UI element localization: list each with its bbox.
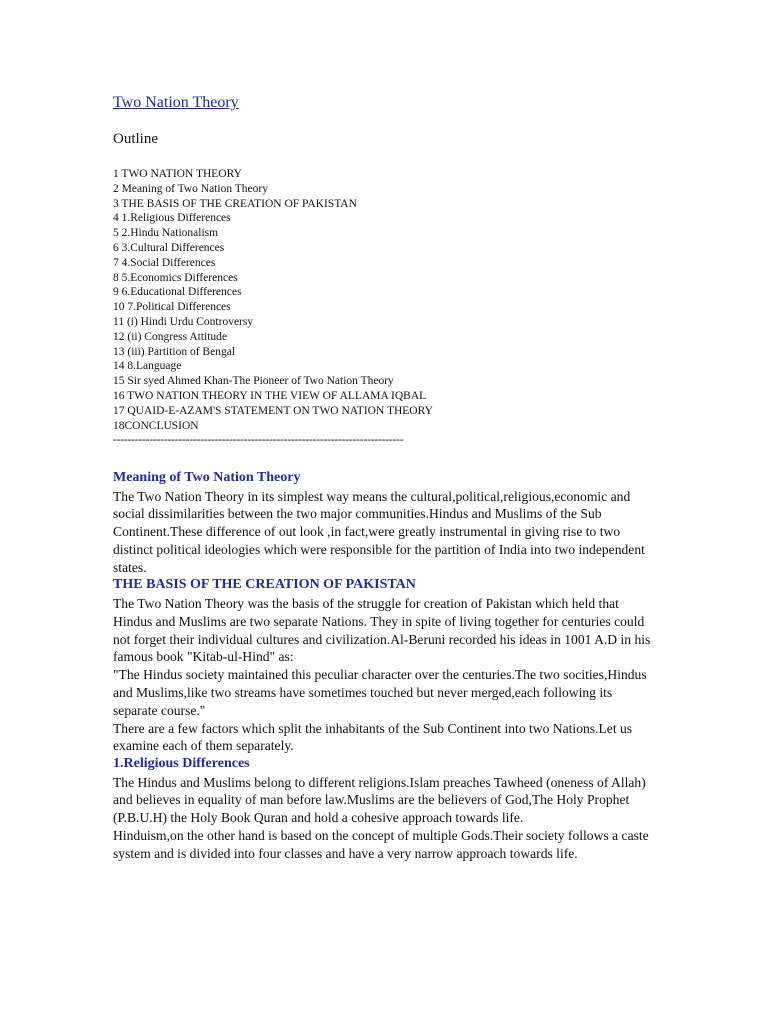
- outline-item: 10 7.Political Differences: [113, 301, 231, 314]
- document-body: [113, 469, 658, 863]
- outline-item: 12 (ii) Congress Attitude: [113, 330, 228, 343]
- outline-item: 14 8.Language: [113, 360, 182, 373]
- outline-item: 3 THE BASIS OF THE CREATION OF PAKISTAN: [113, 197, 357, 210]
- document-title-link[interactable]: Two Nation Theory: [113, 94, 239, 111]
- outline-item: 5 2.Hindu Nationalism: [113, 227, 219, 240]
- outline-item: 2 Meaning of Two Nation Theory: [113, 182, 268, 195]
- outline-item: 1 TWO NATION THEORY: [113, 168, 242, 180]
- outline-list: [113, 167, 433, 433]
- outline-item: 18CONCLUSION: [113, 419, 199, 432]
- outline-item: 15 Sir syed Ahmed Khan-The Pioneer of Two Nation Theory: [113, 375, 394, 388]
- outline-heading: Outline: [113, 131, 158, 147]
- outline-item: 11 (i) Hindi Urdu Controversy: [113, 315, 254, 328]
- paragraph-basis-1: The Two Nation Theory was the basis of the struggle for creation of Pakistan which held that Hindus and Muslims are two separate Nations. They in spite of living together for centuries could not forget their individual cultures and civilization.Al-Beruni recorded his ideas in 1001 A.D in his famous book "Kitab-ul-Hind" as:: [113, 595, 651, 665]
- section-heading-meaning: Meaning of Two Nation Theory: [113, 470, 301, 485]
- outline-item: 16 TWO NATION THEORY IN THE VIEW OF ALLAMA IQBAL: [113, 389, 427, 402]
- quote-al-beruni: "The Hindus society maintained this peculiar character over the centuries.The two socities,Hindus and Muslims,like two streams have sometimes touched but never merged,each following its separate course.": [113, 667, 647, 718]
- outline-item: 17 QUAID-E-AZAM'S STATEMENT ON TWO NATION THEORY: [113, 404, 433, 417]
- paragraph-religious-2: Hinduism,on the other hand is based on the concept of multiple Gods.Their society follows a caste system and is divided into four classes and have a very narrow approach towards life.: [113, 828, 649, 861]
- paragraph-basis-2: There are a few factors which split the inhabitants of the Sub Continent into two Nations.Let us examine each of them separately.: [113, 720, 633, 754]
- outline-item: 6 3.Cultural Differences: [113, 241, 225, 254]
- outline-item: 9 6.Educational Differences: [113, 286, 242, 299]
- paragraph-religious-1: The Hindus and Muslims belong to different religions.Islam preaches Tawheed (oneness of Allah) and believes in equality of man before law.Muslims are the believers of God,The Holy Prophet (P.B.U.H) the Holy Book Quran and hold a cohesive approach towards life.: [113, 774, 646, 826]
- section-divider: --------------------------------------------------------------------------------: [113, 434, 404, 446]
- section-heading-basis: THE BASIS OF THE CREATION OF PAKISTAN: [113, 577, 416, 593]
- outline-item: 7 4.Social Differences: [113, 256, 216, 269]
- outline-item: 8 5.Economics Differences: [113, 271, 238, 284]
- paragraph-meaning: The Two Nation Theory in its simplest way means the cultural,political,religious,economic and social dissimilarities between the two major communities.Hindus and Muslims of the Sub Continent.These difference of out look ,in fact,were greatly instrumental in giving rise to two distinct political ideologies which were responsible for the partition of India into two independent states.: [113, 488, 645, 575]
- outline-item: 13 (iii) Partition of Bengal: [113, 345, 236, 358]
- outline-item: 4 1.Religious Differences: [113, 212, 231, 225]
- section-heading-religious: 1.Religious Differences: [113, 756, 250, 772]
